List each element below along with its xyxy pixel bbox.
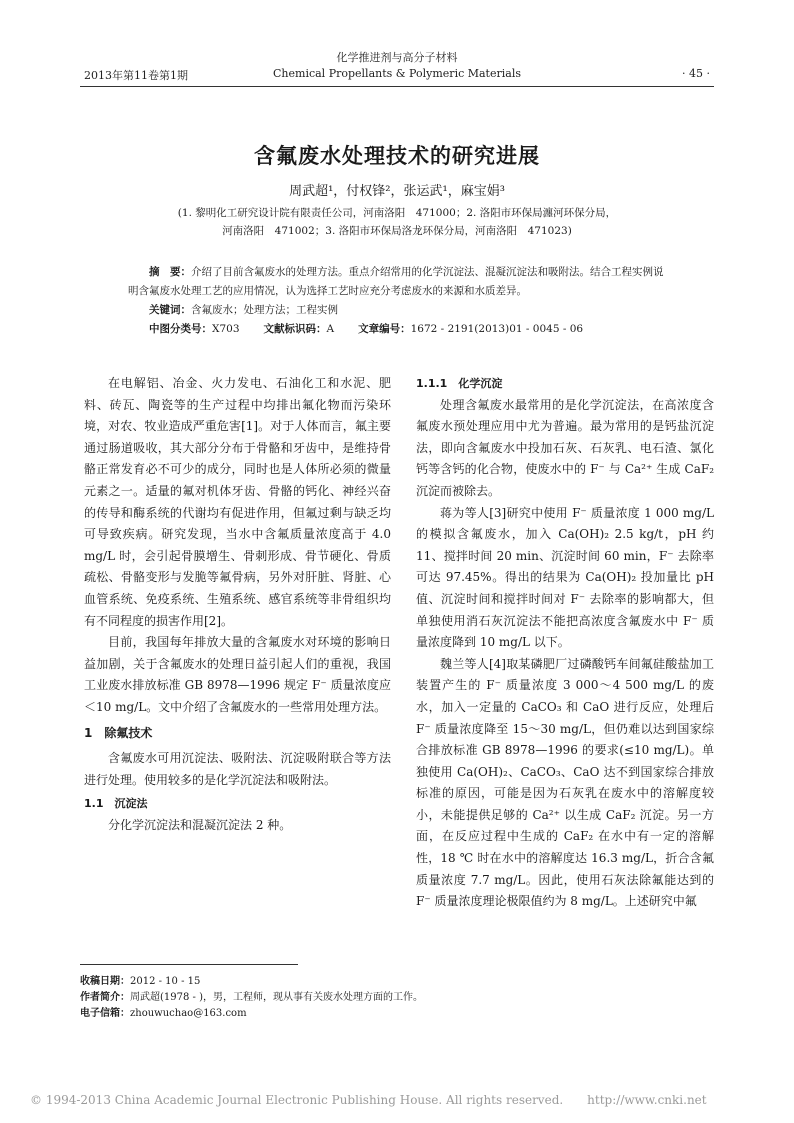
keywords-label: 关键词： — [149, 304, 191, 316]
received-date: 2012 - 10 - 15 — [130, 976, 201, 987]
authors: 周武超¹，付权锋²，张运武¹，麻宝娟³ — [289, 184, 505, 199]
keywords-line — [128, 301, 673, 320]
journal-name-en: Chemical Propellants & Polymeric Materials — [273, 67, 521, 80]
journal-name-cn: 化学推进剂与高分子材料 — [336, 51, 458, 64]
doc-code: A — [326, 323, 335, 335]
abstract-label: 摘 要： — [149, 266, 191, 278]
copyright-notice: © 1994-2013 China Academic Journal Electronic Publishing House. All rights reserved. http://www.cnki.net — [30, 1093, 707, 1107]
section-1-1-paragraph: 分化学沉淀法和混凝沉淀法 2 种。 — [108, 817, 292, 832]
keywords: 含氟废水；处理方法；工程实例 — [191, 304, 338, 316]
author-bio-line — [80, 990, 423, 1006]
affiliation-line-2: 河南洛阳 471002；3. 洛阳市环保局洛龙环保分局，河南洛阳 471023) — [222, 225, 572, 237]
section-1-1-1-title: 1.1.1 化学沉淀 — [416, 377, 503, 390]
clc-code: X703 — [212, 323, 240, 335]
section-1-1-title: 1.1 沉淀法 — [84, 797, 148, 811]
abstract-body — [128, 263, 673, 301]
author-bio-label: 作者简介： — [80, 992, 130, 1003]
page-number: · 45 · — [682, 67, 710, 80]
classification-line — [128, 320, 673, 339]
email-line — [80, 1006, 423, 1022]
chem-precip-paragraph-2: 蒋为等人[3]研究中使用 F⁻ 质量浓度 1 000 mg/L 的模拟含氟废水，加入 Ca(OH)₂ 2.5 kg/t，pH 约 11、搅拌时间 20 min、沉淀时间 60 min，F⁻ 去除率可达 97.45%。得出的结果为 Ca(OH)₂ 投加量比 pH 值、沉淀时间和搅拌时间对 F⁻ 去除率的影响都大，但单独使用消石灰沉淀法不能把高浓度含氟废水中 F⁻ 质量浓度降到 10 mg/L 以下。 — [416, 505, 714, 650]
intro-paragraph-2: 目前，我国每年排放大量的含氟废水对环境的影响日益加剧，关于含氟废水的处理日益引起人们的重视，我国工业废水排放标准 GB 8978—1996 规定 F⁻ 质量浓度应＜10 mg/L。文中介绍了含氟废水的一些常用处理方法。 — [84, 635, 391, 714]
article-title: 含氟废水处理技术的研究进展 — [254, 144, 540, 168]
clc-label: 中图分类号： — [149, 323, 212, 335]
section-1-paragraph: 含氟废水可用沉淀法、吸附法、沉淀吸附联合等方法进行处理。使用较多的是化学沉淀法和吸附法。 — [84, 751, 391, 787]
abstract-text: 介绍了目前含氟废水的处理方法。重点介绍常用的化学沉淀法、混凝沉淀法和吸附法。结合工程实例说明含氟废水处理工艺的应用情况，认为选择工艺时应充分考虑废水的来源和水质差异。 — [128, 266, 664, 297]
article-no-label: 文章编号： — [358, 323, 411, 335]
email: zhouwuchao@163.com — [130, 1008, 247, 1019]
section-1-1-1-heading — [416, 373, 714, 395]
right-column — [416, 373, 714, 913]
abstract — [128, 263, 673, 339]
chem-precip-paragraph-1: 处理含氟废水最常用的是化学沉淀法，在高浓度含氟废水预处理应用中尤为普遍。最为常用的是钙盐沉淀法，即向含氟废水中投加石灰、石灰乳、电石渣、氯化钙等含钙的化合物，使废水中的 F⁻ 与 Ca²⁺ 生成 CaF₂ 沉淀而被除去。 — [416, 397, 714, 498]
intro-paragraph-1: 在电解铝、冶金、火力发电、石油化工和水泥、肥料、砖瓦、陶瓷等的生产过程中均排出氟化物而污染环境，对农、牧业造成严重危害[1]。对于人体而言，氟主要通过肠道吸收，其大部分分布于骨骼和牙齿中，是维持骨骼正常发育必不可少的成分，同时也是人体所必须的微量元素之一。适量的氟对机体牙齿、骨骼的钙化、神经兴奋的传导和酶系统的代谢均有促进作用，但氟过剩与缺乏均可导致疾病。研究发现，当水中含氟质量浓度高于 4.0 mg/L 时，会引起骨膜增生、骨刺形成、骨节硬化、骨质疏松、骨骼变形与发脆等氟骨病，另外对肝脏、肾脏、心血管系统、免疫系统、生殖系统、感官系统等非骨组织均有不同程度的损害作用[2]。 — [84, 376, 391, 628]
email-label: 电子信箱： — [80, 1008, 130, 1019]
footnotes — [80, 974, 423, 1022]
received-label: 收稿日期： — [80, 976, 130, 987]
footnote-rule — [80, 964, 298, 965]
section-1-heading: 1 除氟技术 — [84, 725, 153, 740]
received-date-line — [80, 974, 423, 990]
left-column — [84, 373, 391, 836]
volume-issue: 2013年第11卷第1期 — [84, 69, 188, 82]
affiliation-line-1: (1. 黎明化工研究设计院有限责任公司，河南洛阳 471000；2. 洛阳市环保局瀍河环保分局， — [177, 207, 617, 219]
author-bio: 周武超(1978 - )，男，工程师，现从事有关废水处理方面的工作。 — [130, 992, 423, 1003]
doc-code-label: 文献标识码： — [263, 323, 327, 335]
article-no: 1672 - 2191(2013)01 - 0045 - 06 — [410, 323, 584, 335]
chem-precip-paragraph-3: 魏兰等人[4]取某磷肥厂过磷酸钙车间氟硅酸盐加工装置产生的 F⁻ 质量浓度 3 000～4 500 mg/L 的废水，加入一定量的 CaCO₃ 和 CaO 进行反应，处理后 F⁻ 质量浓度降至 15～30 mg/L，但仍难以达到国家综合排放标准 GB 8978—1996 的要求(≤10 mg/L)。单独使用 Ca(OH)₂、CaCO₃、CaO 达不到国家综合排放标准的原因，可能是因为石灰乳在废水中的溶解度较小，未能提供足够的 Ca²⁺ 以生成 CaF₂ 沉淀。另一方面，在反应过程中生成的 CaF₂ 在水中有一定的溶解性，18 ℃ 时在水中的溶解度达 16.3 mg/L，折合含氟质量浓度 7.7 mg/L。因此，使用石灰法除氟能达到的 F⁻ 质量浓度理论极限值约为 8 mg/L。上述研究中氟 — [416, 656, 714, 909]
section-1-1-heading — [84, 793, 391, 815]
header-rule — [80, 86, 714, 87]
